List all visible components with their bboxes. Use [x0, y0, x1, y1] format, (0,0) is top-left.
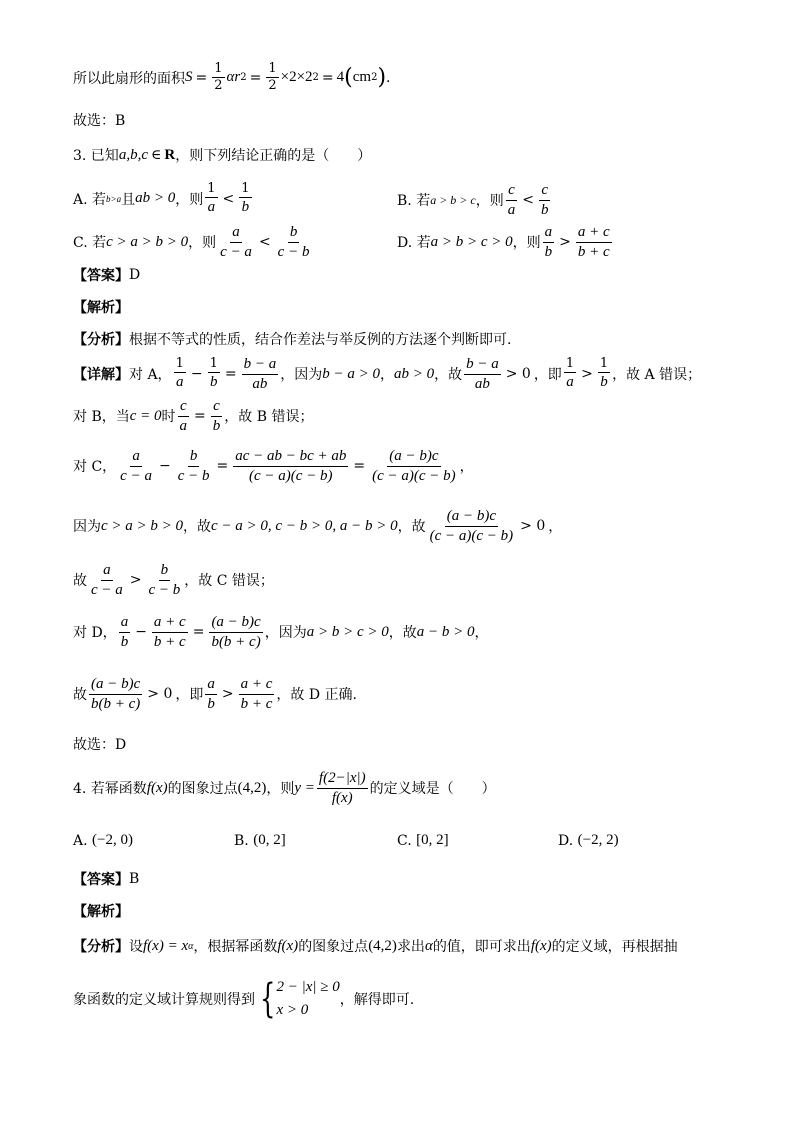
q3-detail-d2: 故 $\frac{(a - b)c}{b(b + c)}$ > 0 ，即 $\frac{a}{b}$ > $\frac{a + c}{b + c}$ ，故 D 正确. — [73, 676, 357, 712]
q4-option-d: D. (−2, 2) — [558, 832, 619, 849]
q4-answer: 【答案】 B — [73, 871, 140, 888]
area-formula-line: 所以此扇形的面积 S = $\frac{1}{2}$ αr 2 = $\frac{1}{2}$ ×2×2 2 = 4 ( cm 2 ) . — [73, 61, 391, 94]
q4-option-c: C. [0, 2] — [397, 832, 449, 849]
q4-fenxi: 【分析】 设 f(x) = x α ，根据幂函数 f(x) 的图象过点 (4,2) 求出 α 的值，即可求出 f(x) 的定义域，再根据抽 — [73, 937, 678, 955]
q3-detail-c: 对 C， $\frac{a}{c - a}$ − $\frac{b}{c - b}$ = $\frac{ac - ab - bc + ab}{(c - a)(c - b)}$ = $\frac{(a - b)c}{(c - a)(c - b)}$ ， — [73, 448, 474, 484]
q3-detail-c3: 故 $\frac{a}{c - a}$ > $\frac{b}{c - b}$ ，故 C 错误； — [73, 562, 274, 598]
q3-final: 故选：D — [73, 737, 127, 753]
q3-option-d: D. 若 a > b > c > 0 ，则 $\frac{a}{b}$ > $\frac{a + c}{b + c}$ — [397, 224, 610, 260]
q4-stem: 4. 若幂函数 f(x) 的图象过点 (4,2) ，则 y = $\frac{f(2-|x|)}{f(x)}$ 的定义域是（ ） — [73, 770, 496, 806]
q3-option-c: C. 若 c > a > b > 0 ，则 $\frac{a}{c - a}$ < $\frac{b}{c - b}$ — [73, 224, 310, 260]
q4-option-a: A. (−2, 0) — [73, 832, 133, 849]
q3-option-b: B. 若 a > b > c ，则 $\frac{c}{a}$ < $\frac{c}{b}$ — [397, 182, 549, 218]
frac-half: $\frac{1}{2}$ — [214, 61, 223, 94]
area-prefix: 所以此扇形的面积 — [73, 70, 185, 87]
q3-analysis-tag: 【解析】 — [73, 300, 129, 316]
q3-detail-d: 对 D， $\frac{a}{b}$ − $\frac{a + c}{b + c}$ = $\frac{(a - b)c}{b(b + c)}$ ，因为 a > b > c > 0 ，故 a − b > 0 ， — [73, 614, 489, 650]
choice-b-line: 故选：B — [73, 113, 126, 129]
q3-detail-b: 对 B，当 c = 0 时 $\frac{c}{a}$ = $\frac{c}{b}$ ，故 B 错误； — [73, 398, 314, 434]
q3-stem: 3. 已知 a,b,c ∈ R ，则下列结论正确的是（ ） — [73, 146, 372, 164]
q3-detail-a: 【详解】 对 A， $\frac{1}{a}$ − $\frac{1}{b}$ = $\frac{b - a}{ab}$ ，因为 b − a > 0 ， ab > 0 ，故 $\frac{b - a}{ab}$ > 0 ，即 $\frac{1}{a}$ > $\frac{1}{b}$ ，故 A 错误； — [73, 356, 702, 392]
system-brace: { 2 − |x| ≥ 0 x > 0 — [260, 975, 340, 1022]
q4-fenxi-2: 象函数的定义域计算规则得到 { 2 − |x| ≥ 0 x > 0 ，解得即可. — [73, 975, 415, 1022]
q4-analysis-tag: 【解析】 — [73, 904, 129, 920]
q3-fenxi: 【分析】 根据不等式的性质，结合作差法与举反例的方法逐个判断即可. — [73, 332, 512, 348]
q3-detail-c2: 因为 c > a > b > 0 ，故 c − a > 0, c − b > 0, a − b > 0 ，故 $\frac{(a - b)c}{(c - a)(c - b)}$ > 0 ， — [73, 508, 563, 544]
q4-option-b: B. (0, 2] — [234, 832, 286, 849]
q3-answer: 【答案】 D — [73, 267, 141, 284]
q3-option-a: A. 若 b>a 且 ab > 0 ，则 $\frac{1}{a}$ < $\frac{1}{b}$ — [73, 181, 250, 216]
